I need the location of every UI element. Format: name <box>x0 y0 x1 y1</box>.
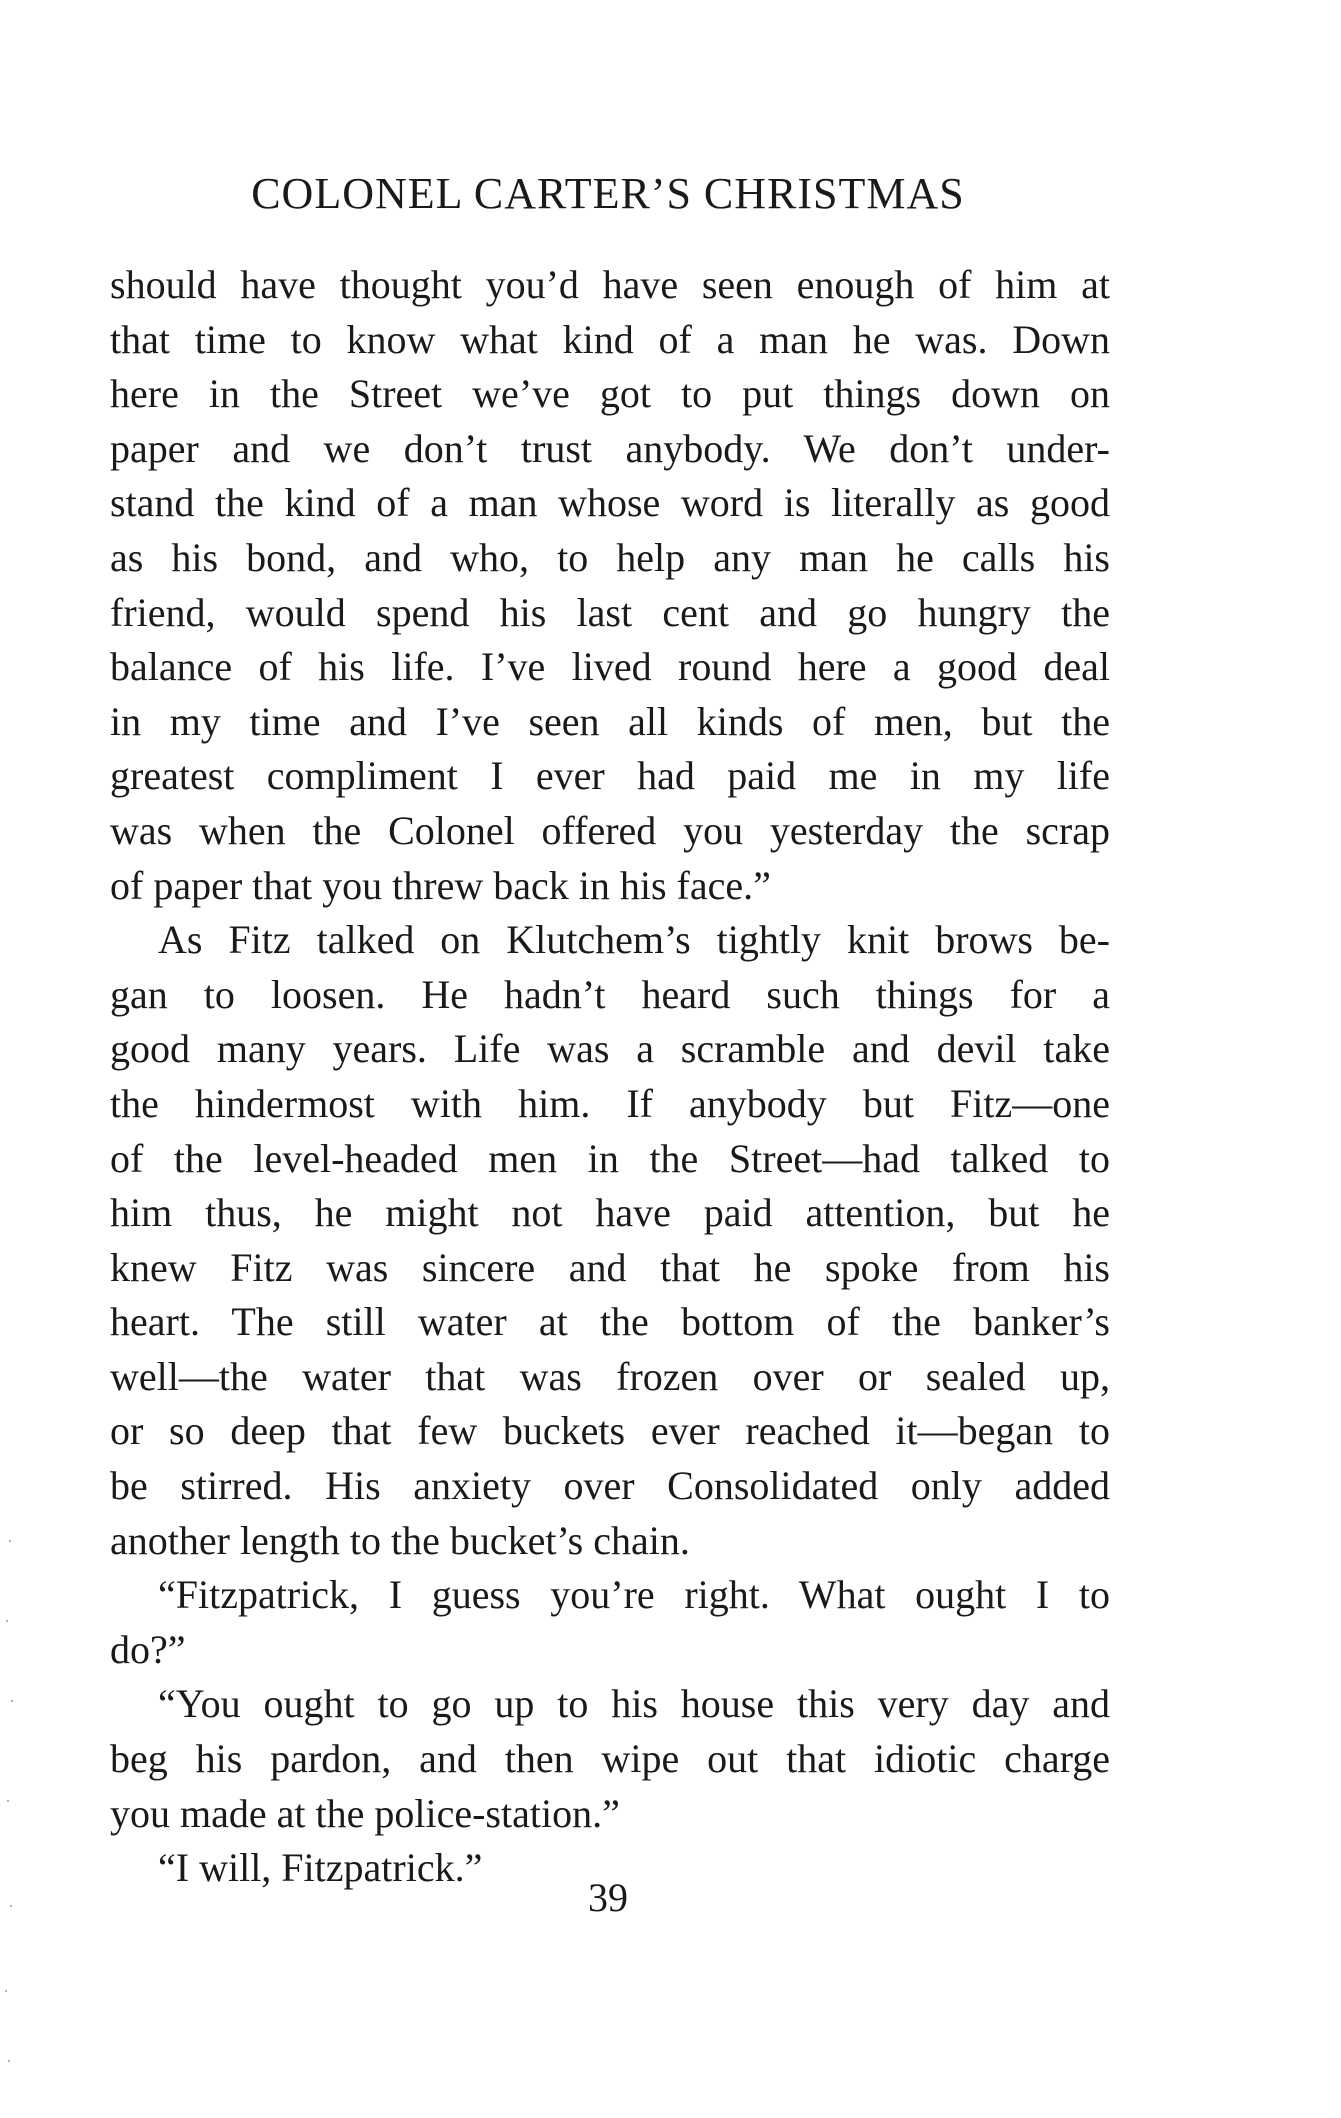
text-line: As Fitz talked on Klutchem’s tightly knit brows be- <box>158 917 1110 963</box>
text-line: another length to the bucket’s chain. <box>110 1517 690 1563</box>
text-line: him thus, he might not have paid attention, but he <box>110 1190 1110 1236</box>
text-line: “You ought to go up to his house this very day and <box>158 1681 1110 1727</box>
text-line: as his bond, and who, to help any man he calls his <box>110 534 1110 580</box>
text-line: balance of his life. I’ve lived round here a good deal <box>110 644 1110 690</box>
text-line: stand the kind of a man whose word is literally as good <box>110 480 1110 526</box>
scan-speck <box>5 1990 7 1992</box>
text-line: should have thought you’d have seen enough of him at <box>110 262 1110 307</box>
scan-speck <box>8 2060 10 2062</box>
running-head: COLONEL CARTER’S CHRISTMAS <box>251 169 965 218</box>
text-line: be stirred. His anxiety over Consolidated only added <box>110 1463 1110 1509</box>
text-line: you made at the police-station.” <box>110 1790 620 1836</box>
page-number: 39 <box>588 1875 628 1920</box>
text-line: knew Fitz was sincere and that he spoke from his <box>110 1244 1110 1290</box>
text-line: of paper that you threw back in his face.” <box>110 862 771 908</box>
scan-speck <box>7 1800 9 1802</box>
body-text <box>110 258 1110 1896</box>
text-line: that time to know what kind of a man he was. Down <box>110 316 1110 362</box>
text-line: well—the water that was frozen over or sealed up, <box>110 1353 1110 1399</box>
text-line: greatest compliment I ever had paid me in my life <box>110 753 1110 799</box>
text-line: good many years. Life was a scramble and devil take <box>110 1026 1110 1072</box>
text-line: in my time and I’ve seen all kinds of men, but the <box>110 698 1110 744</box>
text-line: friend, would spend his last cent and go hungry the <box>110 589 1110 635</box>
text-line: was when the Colonel offered you yesterday the scrap <box>110 807 1110 853</box>
text-line: “I will, Fitzpatrick.” <box>158 1845 483 1891</box>
scan-speck <box>9 1540 11 1542</box>
scan-speck <box>6 1620 8 1622</box>
text-line: heart. The still water at the bottom of the banker’s <box>110 1299 1110 1345</box>
text-line: beg his pardon, and then wipe out that idiotic charge <box>110 1736 1110 1782</box>
text-line: of the level-headed men in the Street—had talked to <box>110 1135 1110 1181</box>
text-line: “Fitzpatrick, I guess you’re right. What ought I to <box>158 1572 1110 1618</box>
scan-speck <box>10 1905 12 1907</box>
text-line: gan to loosen. He hadn’t heard such things for a <box>110 971 1110 1017</box>
text-line: do?” <box>110 1626 186 1672</box>
scan-speck <box>11 1700 13 1702</box>
text-line: the hindermost with him. If anybody but Fitz—one <box>110 1080 1110 1126</box>
text-line: paper and we don’t trust anybody. We don’t under- <box>110 425 1110 471</box>
text-line: here in the Street we’ve got to put things down on <box>110 371 1110 417</box>
text-line: or so deep that few buckets ever reached it—began to <box>110 1408 1110 1454</box>
